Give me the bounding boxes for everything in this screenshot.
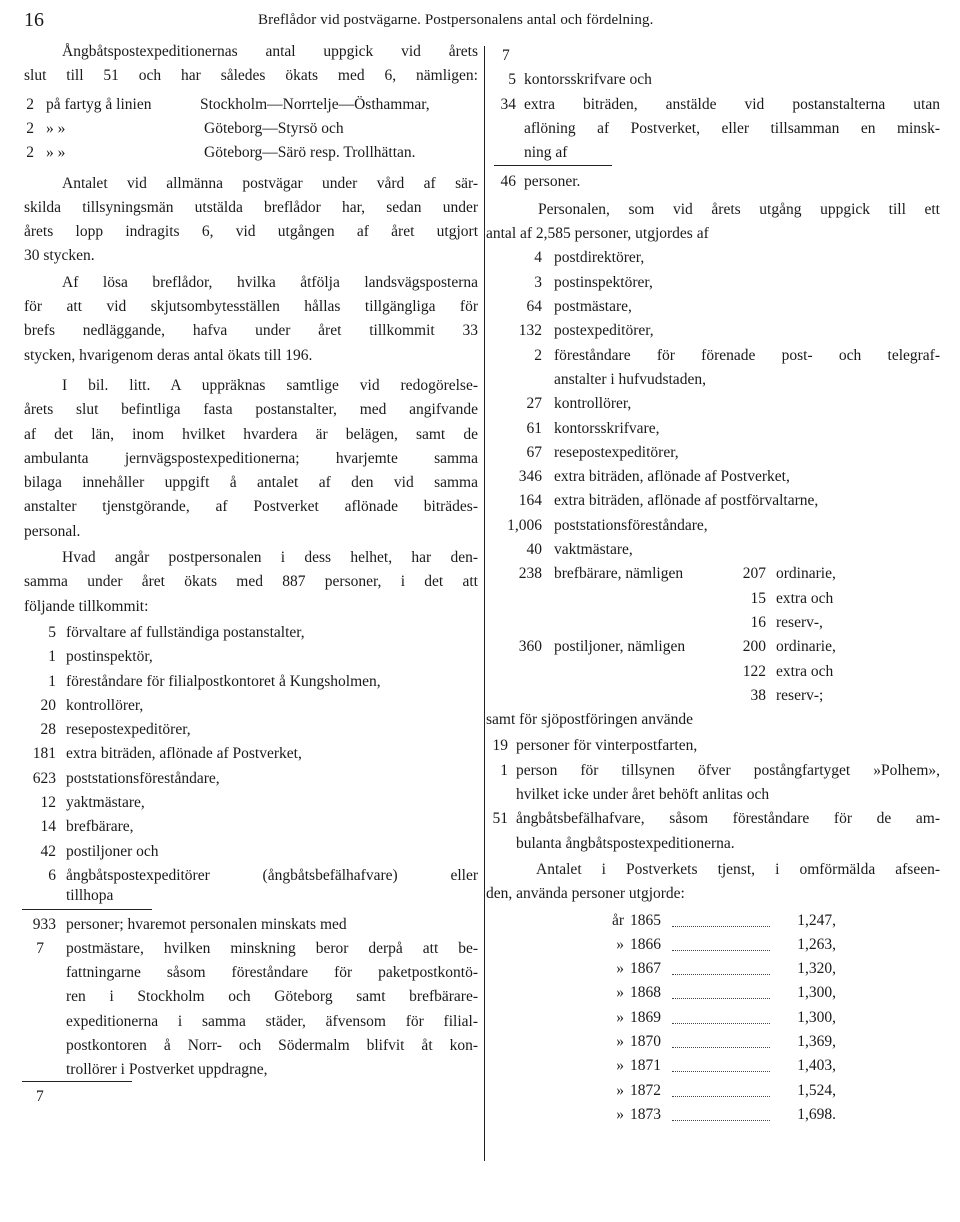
year-prefix: »	[616, 1008, 624, 1026]
sjo-item-count: 19	[492, 737, 508, 755]
year-prefix: år	[611, 911, 624, 929]
staff-item-count: 3	[534, 273, 542, 291]
added-item-count: 1	[48, 672, 56, 690]
group-sub-text: extra och	[776, 662, 834, 680]
left-para-line: följande tillkommit:	[24, 597, 149, 615]
year: 1871	[630, 1057, 661, 1075]
right-para-line: samt för sjöpostföringen använde	[486, 711, 694, 729]
added-item-text: föreståndare för filialpostkontoret å Kungsholmen,	[66, 672, 381, 690]
staff-text: kontrollörer,	[554, 395, 632, 413]
route-count: 2	[26, 144, 34, 162]
right-total-text: personer.	[524, 172, 581, 190]
dot-leader	[672, 988, 770, 999]
year: 1865	[630, 911, 661, 929]
sum-rule	[22, 1081, 132, 1082]
staff-item-count: 1,006	[507, 516, 542, 534]
left-para-line: årets slut befintliga fasta postanstalter, med angifvande	[24, 401, 478, 419]
left-para-line: postmästare, hvilken minskning beror derpå att be-	[66, 939, 478, 957]
sjo-text: bulanta ångbåtspostexpeditionerna.	[516, 834, 735, 852]
route-count: 2	[26, 95, 34, 113]
year-prefix: »	[616, 1057, 624, 1075]
route-prefix: på fartyg å linien	[46, 95, 152, 113]
year: 1869	[630, 1008, 661, 1026]
group-sub-text: extra och	[776, 589, 834, 607]
left-para-line: anstalter tjenstgörande, af Postverket aflönade biträdes-	[24, 498, 478, 516]
added-item-text: ångbåtspostexpeditörer (ångbåtsbefälhafvare) eller	[66, 866, 478, 884]
left-para-line: ambulanta jernvägspostexpeditionerna; hvarjemte samma	[24, 449, 478, 467]
year-value: 1,524,	[797, 1081, 836, 1099]
right-item-count: 5	[508, 71, 516, 89]
running-head: Breflådor vid postvägarne. Postpersonalens antal och fördelning.	[258, 12, 654, 28]
staff-item-count: 67	[526, 443, 542, 461]
left-para-line: ren i Stockholm och Göteborg samt brefbärare-	[66, 988, 478, 1006]
extra-staff-text: aflöning af Postverket, eller tillsamman en minsk-	[524, 119, 940, 137]
left-para-line: personal.	[24, 522, 81, 540]
year-value: 1,300,	[797, 1008, 836, 1026]
year-prefix: »	[616, 1033, 624, 1050]
year-prefix: »	[616, 1081, 624, 1099]
added-item-text: poststationsföreståndare,	[66, 769, 220, 787]
staff-item-count: 164	[518, 492, 542, 510]
dot-leader	[672, 964, 770, 975]
group-sub-count: 122	[742, 662, 766, 680]
sjo-text: hvilket icke under året behöft anlitas och	[516, 786, 770, 803]
left-para-line: bilaga innehåller uppgift å antalet af den vid samma	[24, 474, 478, 492]
route-count: 2	[26, 119, 34, 137]
group-sub-text: ordinarie,	[776, 638, 836, 656]
left-para-line: I bil. litt. A uppräknas samtlige vid redogörelse-	[62, 376, 478, 394]
staff-text: kontorsskrifvare,	[554, 419, 660, 437]
staff-item-count: 4	[534, 249, 542, 267]
route-name: Stockholm—Norrtelje—Östhammar,	[200, 95, 430, 113]
left-para-line: 30 stycken.	[24, 247, 95, 265]
staff-text: anstalter i hufvudstaden,	[554, 370, 706, 388]
added-item-count: 181	[32, 745, 56, 763]
year-value: 1,263,	[797, 935, 836, 953]
staff-text: extra biträden, aflönade af Postverket,	[554, 468, 790, 486]
staff-text: postmästare,	[554, 298, 632, 315]
dot-leader	[672, 1061, 770, 1072]
added-item-text: postinspektör,	[66, 648, 153, 666]
left-para-line: stycken, hvarigenom deras antal ökats till 196.	[24, 346, 313, 364]
year-prefix: »	[616, 960, 624, 978]
added-item-text: yaktmästare,	[66, 794, 145, 811]
right-para-line: antal af 2,585 personer, utgjordes af	[486, 225, 709, 243]
added-item-text: förvaltare af fullständiga postanstalter,	[66, 623, 305, 641]
year: 1868	[630, 984, 661, 1002]
staff-item-count: 27	[526, 395, 542, 413]
left-para-line: skilda tillsyningsmän utstälda breflådor har, sedan under	[24, 198, 478, 216]
staff-item-count: 40	[526, 541, 542, 558]
added-item-count: 42	[40, 842, 56, 860]
left-para-line: af det län, inom hvilket hvardera är belägen, samt de	[24, 425, 478, 443]
added-item-count: 623	[32, 769, 56, 787]
added-item-count: 12	[40, 794, 56, 811]
year: 1873	[630, 1105, 661, 1123]
sjo-text: ångbåtsbefälhafvare, såsom föreståndare för de am-	[516, 810, 940, 828]
added-item-count: 1	[48, 648, 56, 666]
left-total-text: personer; hvaremot personalen minskats med	[66, 915, 347, 933]
route-prefix: » »	[46, 144, 66, 162]
bottom-number: 7	[36, 1087, 44, 1105]
dot-leader	[672, 940, 770, 951]
year: 1870	[630, 1033, 661, 1050]
year-value: 1,403,	[797, 1057, 836, 1075]
staff-text: postinspektörer,	[554, 273, 653, 291]
staff-item-count: 61	[526, 419, 542, 437]
left-para-line: Af lösa breflådor, hvilka åtfölja landsvägsposterna	[62, 273, 478, 291]
right-number: 7	[502, 47, 510, 64]
right-item-text: kontorsskrifvare och	[524, 71, 652, 89]
added-item-count: 20	[40, 696, 56, 714]
staff-item-count: 64	[526, 298, 542, 315]
route-prefix: » »	[46, 119, 66, 137]
route-name: Göteborg—Särö resp. Trollhättan.	[204, 144, 416, 162]
group-sub-count: 207	[742, 565, 766, 583]
route-name: Göteborg—Styrsö och	[204, 119, 344, 137]
left-para-line: Antalet vid allmänna postvägar under vård af sär-	[62, 174, 478, 192]
staff-item-count: 2	[534, 346, 542, 364]
added-item-text: extra biträden, aflönade af Postverket,	[66, 745, 302, 763]
left-para-line: expeditionerna i samma städer, äfvensom för filial-	[66, 1012, 478, 1030]
left-para-line: Hvad angår postpersonalen i dess helhet, har den-	[62, 549, 478, 566]
added-item-text: brefbärare,	[66, 818, 134, 836]
sjo-item-count: 51	[492, 810, 508, 828]
group-sub-count: 200	[742, 638, 766, 656]
sum-rule	[22, 909, 152, 910]
dot-leader	[672, 916, 770, 927]
group-item-text: postiljoner, nämligen	[554, 638, 686, 656]
group-sub-text: reserv-;	[776, 686, 824, 704]
reduction-count: 7	[36, 939, 44, 957]
extra-staff-text: extra biträden, anstälde vid postanstalterna utan	[524, 95, 940, 113]
left-para-line: fattningarne såsom föreståndare för paketpostkontö-	[66, 964, 478, 982]
year-value: 1,300,	[797, 984, 836, 1002]
right-para-line: Antalet i Postverkets tjenst, i omförmälda afseen-	[536, 860, 940, 878]
added-item-count: 6	[48, 866, 56, 884]
staff-text: föreståndare för förenade post- och telegraf-	[554, 346, 940, 364]
page-number: 16	[24, 9, 44, 31]
year: 1872	[630, 1081, 661, 1099]
year-prefix: »	[616, 984, 624, 1002]
left-para-line: trollörer i Postverket uppdragne,	[66, 1061, 268, 1079]
group-item-text: brefbärare, nämligen	[554, 565, 684, 583]
staff-text: poststationsföreståndare,	[554, 516, 708, 534]
dot-leader	[672, 1110, 770, 1121]
sjo-item-count: 1	[500, 761, 508, 779]
group-sub-count: 38	[750, 686, 766, 704]
dot-leader	[672, 1013, 770, 1024]
year-prefix: »	[616, 1105, 624, 1123]
added-item-count: 14	[40, 818, 56, 836]
extra-staff-count: 34	[500, 95, 516, 113]
sjo-text: personer för vinterpostfarten,	[516, 737, 698, 755]
year-value: 1,247,	[797, 911, 836, 929]
left-para-line: Ångbåtspostexpeditionernas antal uppgick vid årets	[62, 43, 478, 60]
added-item-text: postiljoner och	[66, 842, 159, 860]
year-prefix: »	[616, 935, 624, 953]
left-total-count: 933	[32, 915, 56, 933]
sjo-text: person för tillsynen öfver postångfartyget »Polhem»,	[516, 761, 940, 779]
added-item-count: 28	[40, 721, 56, 739]
group-sub-count: 15	[750, 589, 766, 607]
left-para-line: brefs nedläggande, hafva under året tillkommit 33	[24, 322, 478, 340]
group-sub-text: ordinarie,	[776, 565, 836, 583]
added-item-text: kontrollörer,	[66, 696, 144, 714]
extra-staff-text: ning af	[524, 144, 568, 162]
year: 1866	[630, 935, 661, 953]
staff-text: resepostexpeditörer,	[554, 443, 679, 461]
right-para-line: Personalen, som vid årets utgång uppgick till ett	[538, 200, 940, 218]
year-value: 1,320,	[797, 960, 836, 978]
left-para-line: för att vid skjutsombytesställen hållas tillgängliga för	[24, 298, 478, 315]
staff-text: postdirektörer,	[554, 249, 645, 267]
staff-text: postexpeditörer,	[554, 322, 654, 340]
group-item-count: 238	[518, 565, 542, 583]
year: 1867	[630, 960, 661, 978]
right-para-line: den, använda personer utgjorde:	[486, 885, 685, 903]
group-item-count: 360	[518, 638, 542, 656]
sum-rule	[494, 165, 612, 166]
left-para-line: samma under året ökats med 887 personer, i det att	[24, 573, 478, 591]
group-sub-count: 16	[750, 613, 766, 631]
dot-leader	[672, 1086, 770, 1097]
added-item-count: 5	[48, 623, 56, 641]
group-sub-text: reserv-,	[776, 613, 823, 631]
left-para-line: slut till 51 och har således ökats med 6, nämligen:	[24, 67, 478, 85]
dot-leader	[672, 1037, 770, 1048]
left-para-line: årets lopp indragits 6, vid utgången af året utgjort	[24, 223, 478, 241]
tillhopa-label: tillhopa	[66, 887, 114, 905]
staff-item-count: 132	[518, 322, 542, 340]
year-value: 1,369,	[797, 1033, 836, 1050]
added-item-text: resepostexpeditörer,	[66, 721, 191, 739]
staff-text: vaktmästare,	[554, 541, 633, 558]
staff-text: extra biträden, aflönade af postförvaltarne,	[554, 492, 819, 510]
column-divider	[484, 46, 485, 1161]
left-para-line: postkontoren å Norr- och Södermalm blifvit åt kon-	[66, 1037, 478, 1054]
staff-item-count: 346	[518, 468, 542, 486]
right-total-count: 46	[500, 172, 516, 190]
year-value: 1,698.	[797, 1105, 836, 1123]
